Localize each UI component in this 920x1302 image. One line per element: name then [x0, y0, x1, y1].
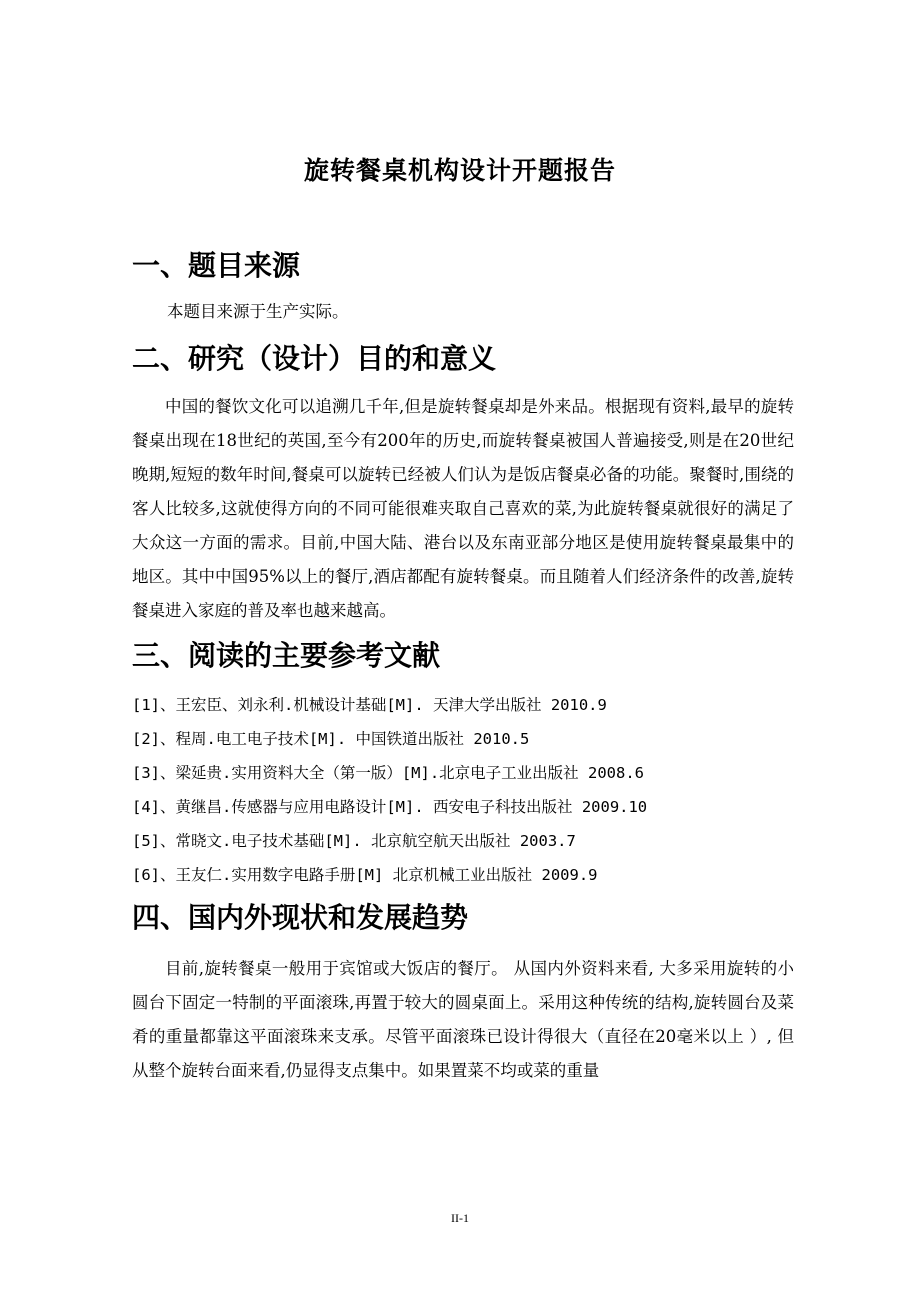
reference-item: [6]、王友仁.实用数字电路手册[M] 北京机械工业出版社 2009.9 — [132, 866, 598, 884]
reference-item: [5]、常晓文.电子技术基础[M]. 北京航空航天出版社 2003.7 — [132, 832, 576, 850]
reference-item: [3]、梁延贵.实用资料大全（第一版）[M].北京电子工业出版社 2008.6 — [132, 764, 644, 782]
section-body-purpose: 中国的餐饮文化可以追溯几千年,但是旋转餐桌却是外来品。根据现有资料,最早的旋转餐桌出现在18世纪的英国,至今有200年的历史,而旋转餐桌被国人普遍接受,则是在20世纪晚期,短短的数年时间,餐桌可以旋转已经被人们认为是饭店餐桌必备的功能。聚餐时,围绕的客人比较多,这就使得方向的不同可能很难夹取自己喜欢的菜,为此旋转餐桌就很好的满足了大众这一方面的需求。目前,中国大陆、港台以及东南亚部分地区是使用旋转餐桌最集中的地区。其中中国95%以上的餐厅,酒店都配有旋转餐桌。而且随着人们经济条件的改善,旋转餐桌进入家庭的普及率也越来越高。 — [132, 397, 794, 620]
reference-list — [132, 688, 647, 892]
page-number: II-1 — [451, 1211, 469, 1225]
section-body-source: 本题目来源于生产实际。 — [167, 302, 349, 321]
section-heading-purpose: 二、研究（设计）目的和意义 — [132, 342, 497, 375]
section-heading-references: 三、阅读的主要参考文献 — [132, 639, 441, 672]
reference-item: [2]、程周.电工电子技术[M]. 中国铁道出版社 2010.5 — [132, 730, 530, 748]
reference-item: [1]、王宏臣、刘永利.机械设计基础[M]. 天津大学出版社 2010.9 — [132, 696, 607, 714]
section-body-status: 目前,旋转餐桌一般用于宾馆或大饭店的餐厅。 从国内外资料来看, 大多采用旋转的小圆台下固定一特制的平面滚珠,再置于较大的圆桌面上。采用这种传统的结构,旋转圆台及菜肴的重量都靠这平面滚珠来支承。尽管平面滚珠已设计得很大（直径在20毫米以上 ）, 但从整个旋转台面来看,仍显得支点集中。如果置菜不均或菜的重量 — [132, 959, 794, 1080]
reference-item: [4]、黄继昌.传感器与应用电路设计[M]. 西安电子科技出版社 2009.10 — [132, 798, 648, 816]
section-heading-status: 四、国内外现状和发展趋势 — [132, 901, 469, 934]
section-heading-source: 一、题目来源 — [132, 249, 301, 282]
document-title: 旋转餐桌机构设计开题报告 — [303, 156, 616, 185]
